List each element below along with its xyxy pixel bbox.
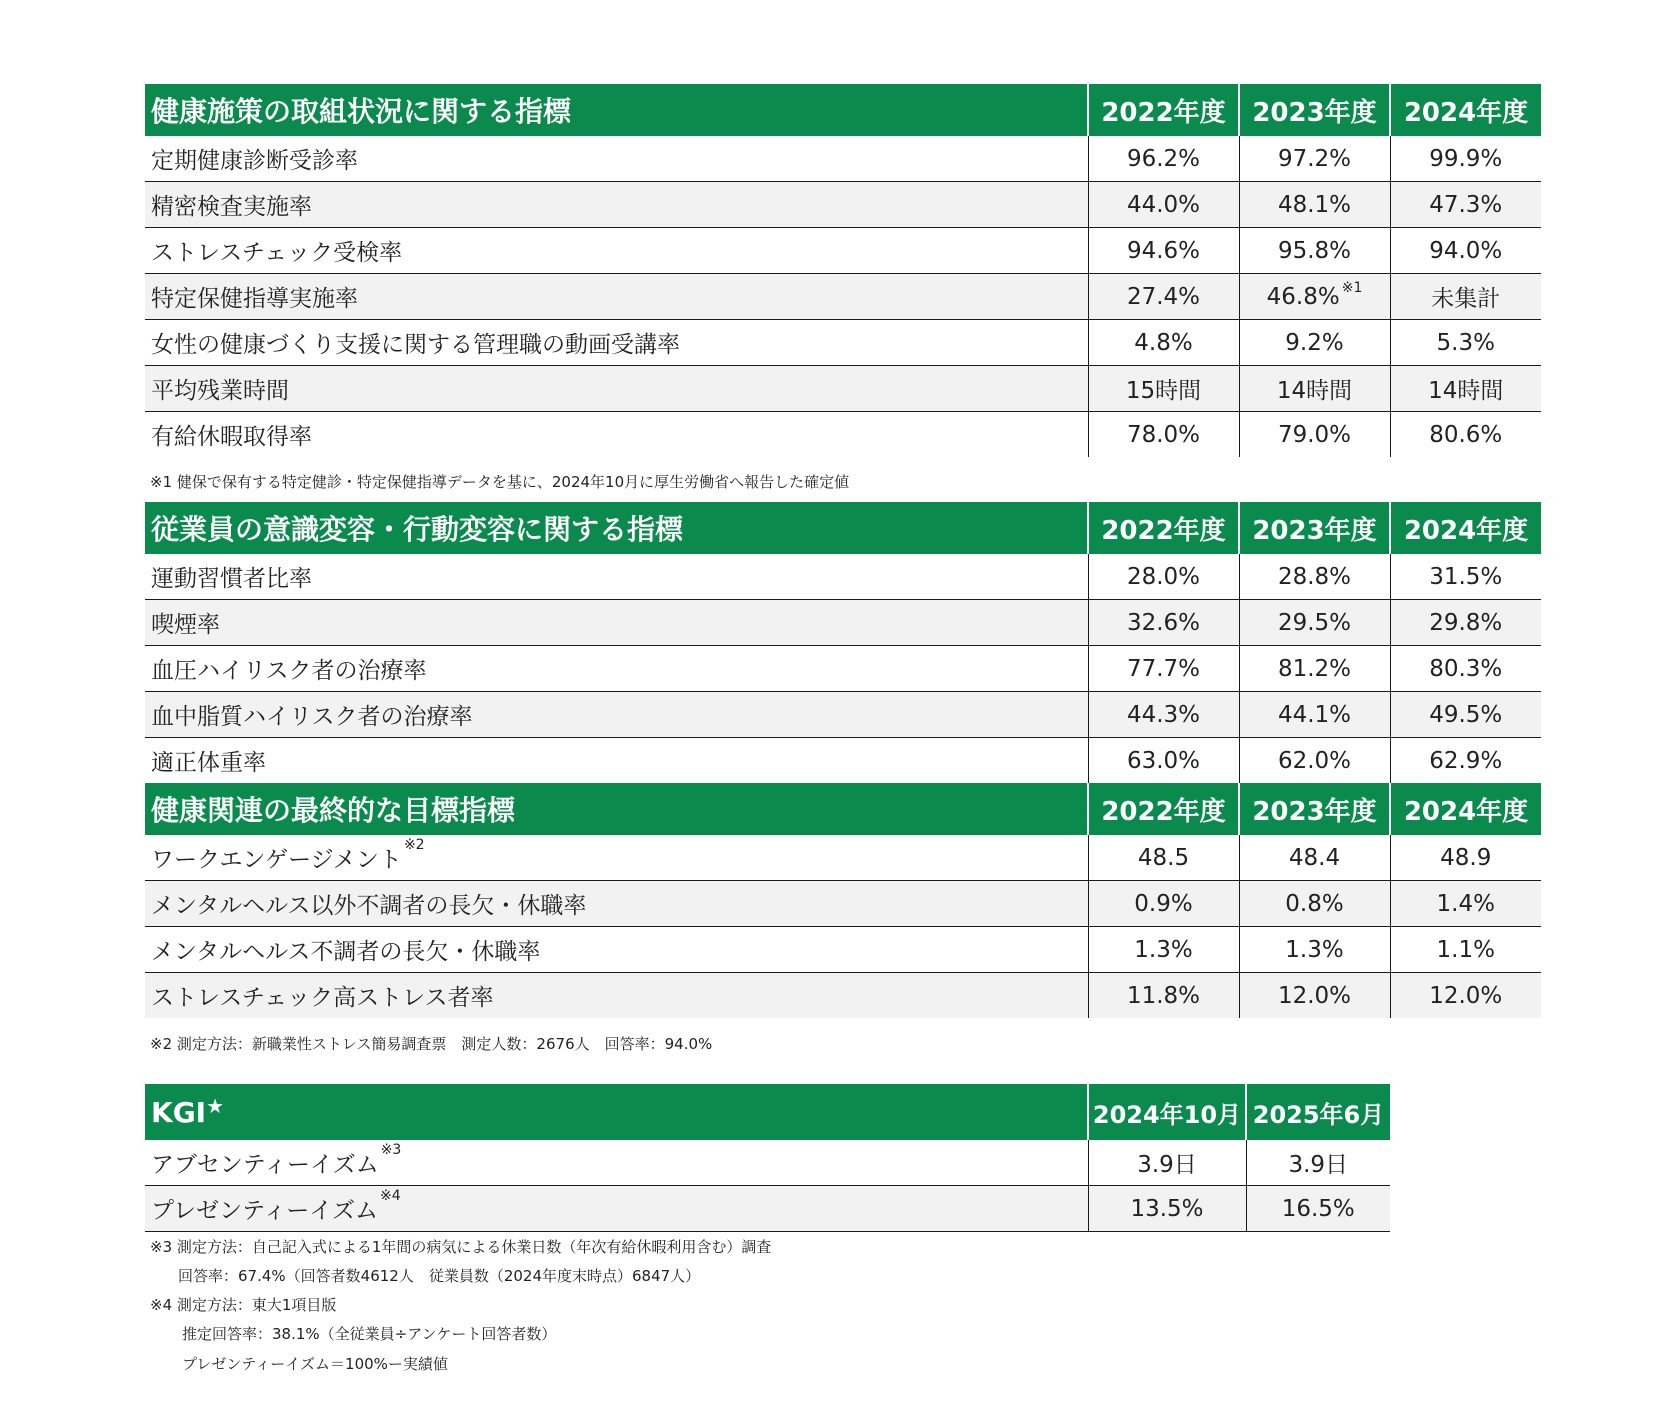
cell-value: 0.9% <box>1088 881 1239 927</box>
footnote-marker: ※2 <box>403 837 425 853</box>
table-row <box>145 274 1541 320</box>
table-row <box>145 412 1541 458</box>
year-header: 2023年度 <box>1239 783 1390 835</box>
table-row <box>145 973 1541 1019</box>
table-title: 従業員の意識変容・行動変容に関する指標 <box>145 502 1088 554</box>
cell-value: 31.5% <box>1390 554 1541 600</box>
table-title: 健康関連の最終的な目標指標 <box>145 783 1088 835</box>
cell-value: 48.5 <box>1088 835 1239 881</box>
cell-value: 14時間 <box>1390 366 1541 412</box>
star-icon: ★ <box>206 1093 225 1118</box>
cell-value: 77.7% <box>1088 646 1239 692</box>
cell-value: 15時間 <box>1088 366 1239 412</box>
row-label: 平均残業時間 <box>145 366 1088 412</box>
row-label-text: ワークエンゲージメント <box>151 847 402 873</box>
row-label: ストレスチェック高ストレス者率 <box>145 973 1088 1019</box>
cell-value: 12.0% <box>1390 973 1541 1019</box>
cell-value: 29.8% <box>1390 600 1541 646</box>
cell-value: 3.9日 <box>1246 1140 1390 1186</box>
table-row <box>145 738 1541 784</box>
row-label <box>145 835 1088 881</box>
footnote: ※1 健保で保有する特定健診・特定保健指導データを基に、2024年10月に厚生労働省へ報告した確定値 <box>150 473 850 491</box>
cell-value: 32.6% <box>1088 600 1239 646</box>
cell-value: 95.8% <box>1239 228 1390 274</box>
cell-value: 44.1% <box>1239 692 1390 738</box>
cell-value: 44.0% <box>1088 182 1239 228</box>
year-header: 2024年度 <box>1390 783 1541 835</box>
cell-value: 96.2% <box>1088 136 1239 182</box>
row-label-text: アブセンティーイズム <box>151 1152 379 1178</box>
row-label: 運動習慣者比率 <box>145 554 1088 600</box>
cell-value-text: 46.8% <box>1266 283 1340 310</box>
cell-value: 13.5% <box>1088 1186 1246 1232</box>
footnote: ※2 測定方法：新職業性ストレス簡易調査票 測定人数：2676人 回答率：94.0% <box>150 1035 713 1053</box>
table-title <box>145 1084 1088 1140</box>
year-header: 2022年度 <box>1088 783 1239 835</box>
year-header: 2024年度 <box>1390 84 1541 136</box>
row-label: メンタルヘルス以外不調者の長欠・休職率 <box>145 881 1088 927</box>
cell-value: 63.0% <box>1088 738 1239 784</box>
row-label: 有給休暇取得率 <box>151 424 312 450</box>
footnote: プレゼンティーイズム＝100%ー実績値 <box>182 1355 448 1373</box>
table-row <box>145 835 1541 881</box>
cell-value: 94.0% <box>1390 228 1541 274</box>
row-label: 喫煙率 <box>145 600 1088 646</box>
table-row <box>145 692 1541 738</box>
row-label <box>145 1186 1088 1232</box>
table-row <box>145 927 1541 973</box>
cell-value: 1.3% <box>1239 927 1390 973</box>
row-label: 血圧ハイリスク者の治療率 <box>145 646 1088 692</box>
year-header: 2023年度 <box>1239 84 1390 136</box>
cell-value: 79.0% <box>1239 412 1390 458</box>
kgi-title: KGI <box>151 1095 207 1129</box>
kgi-table <box>145 1084 1390 1232</box>
table-header <box>145 502 1541 554</box>
table-title: 健康施策の取組状況に関する指標 <box>145 84 1088 136</box>
table-header <box>145 1084 1390 1140</box>
row-label: 定期健康診断受診率 <box>145 136 1088 182</box>
cell-value: 81.2% <box>1239 646 1390 692</box>
cell-value: 14時間 <box>1239 366 1390 412</box>
footnote-marker: ※3 <box>380 1142 402 1158</box>
footnote: 回答率：67.4%（回答者数4612人 従業員数（2024年度末時点）6847人） <box>178 1267 701 1285</box>
cell-value: 78.0% <box>1088 412 1239 458</box>
table-header <box>145 84 1541 136</box>
period-header: 2025年6月 <box>1246 1084 1390 1140</box>
table-row <box>145 1140 1390 1186</box>
footnote-marker: ※4 <box>380 1188 401 1204</box>
year-header: 2024年度 <box>1390 502 1541 554</box>
cell-value: 5.3% <box>1390 320 1541 366</box>
cell-value: 47.3% <box>1390 182 1541 228</box>
period-header: 2024年10月 <box>1088 1084 1246 1140</box>
cell-value: 9.2% <box>1239 320 1390 366</box>
table-row <box>145 600 1541 646</box>
cell-value: 4.8% <box>1088 320 1239 366</box>
cell-value: 1.3% <box>1088 927 1239 973</box>
cell-value: 80.3% <box>1390 646 1541 692</box>
cell-value: 1.1% <box>1390 927 1541 973</box>
table-row <box>145 1186 1390 1232</box>
cell-value: 12.0% <box>1239 973 1390 1019</box>
cell-value: 48.4 <box>1239 835 1390 881</box>
cell-value: 44.3% <box>1088 692 1239 738</box>
row-label: 特定保健指導実施率 <box>145 274 1088 320</box>
table-row <box>145 182 1541 228</box>
table-header <box>145 783 1541 835</box>
table-row <box>145 320 1541 366</box>
cell-value: 99.9% <box>1390 136 1541 182</box>
year-header: 2022年度 <box>1088 502 1239 554</box>
row-label <box>145 1140 1088 1186</box>
row-label: 女性の健康づくり支援に関する管理職の動画受講率 <box>145 320 1088 366</box>
cell-value: 48.1% <box>1239 182 1390 228</box>
cell-value: 16.5% <box>1246 1186 1390 1232</box>
cell-value: 27.4% <box>1088 274 1239 320</box>
cell-value: 3.9日 <box>1088 1140 1246 1186</box>
cell-value: 28.0% <box>1088 554 1239 600</box>
row-label: メンタルヘルス不調者の長欠・休職率 <box>145 927 1088 973</box>
health-measures-table <box>145 84 1541 457</box>
table-row <box>145 136 1541 182</box>
footnote: 推定回答率：38.1%（全従業員÷アンケート回答者数） <box>182 1325 557 1343</box>
cell-value: 80.6% <box>1390 412 1541 458</box>
table-row <box>145 366 1541 412</box>
year-header: 2022年度 <box>1088 84 1239 136</box>
cell-value: 97.2% <box>1239 136 1390 182</box>
cell-value: 11.8% <box>1088 973 1239 1019</box>
cell-value: 62.9% <box>1390 738 1541 784</box>
footnote-marker: ※1 <box>1341 279 1363 296</box>
cell-value: 未集計 <box>1390 274 1541 320</box>
cell-value: 48.9 <box>1390 835 1541 881</box>
cell-value: 62.0% <box>1239 738 1390 784</box>
table-row <box>145 881 1541 927</box>
table-row <box>145 646 1541 692</box>
row-label: 血中脂質ハイリスク者の治療率 <box>145 692 1088 738</box>
cell-value <box>1239 274 1390 320</box>
row-label: 精密検査実施率 <box>145 182 1088 228</box>
cell-value: 1.4% <box>1390 881 1541 927</box>
cell-value: 28.8% <box>1239 554 1390 600</box>
footnote: ※3 測定方法：自己記入式による1年間の病気による休業日数（年次有給休暇利用含む）調査 <box>150 1238 772 1256</box>
table-row <box>145 554 1541 600</box>
year-header: 2023年度 <box>1239 502 1390 554</box>
table-row <box>145 228 1541 274</box>
cell-value: 29.5% <box>1239 600 1390 646</box>
footnote: ※4 測定方法：東大1項目版 <box>150 1296 337 1314</box>
employee-behavior-table <box>145 502 1541 1018</box>
row-label: 適正体重率 <box>151 750 266 776</box>
cell-value: 0.8% <box>1239 881 1390 927</box>
row-label: ストレスチェック受検率 <box>145 228 1088 274</box>
cell-value: 49.5% <box>1390 692 1541 738</box>
cell-value: 94.6% <box>1088 228 1239 274</box>
row-label-text: プレゼンティーイズム <box>151 1198 379 1224</box>
